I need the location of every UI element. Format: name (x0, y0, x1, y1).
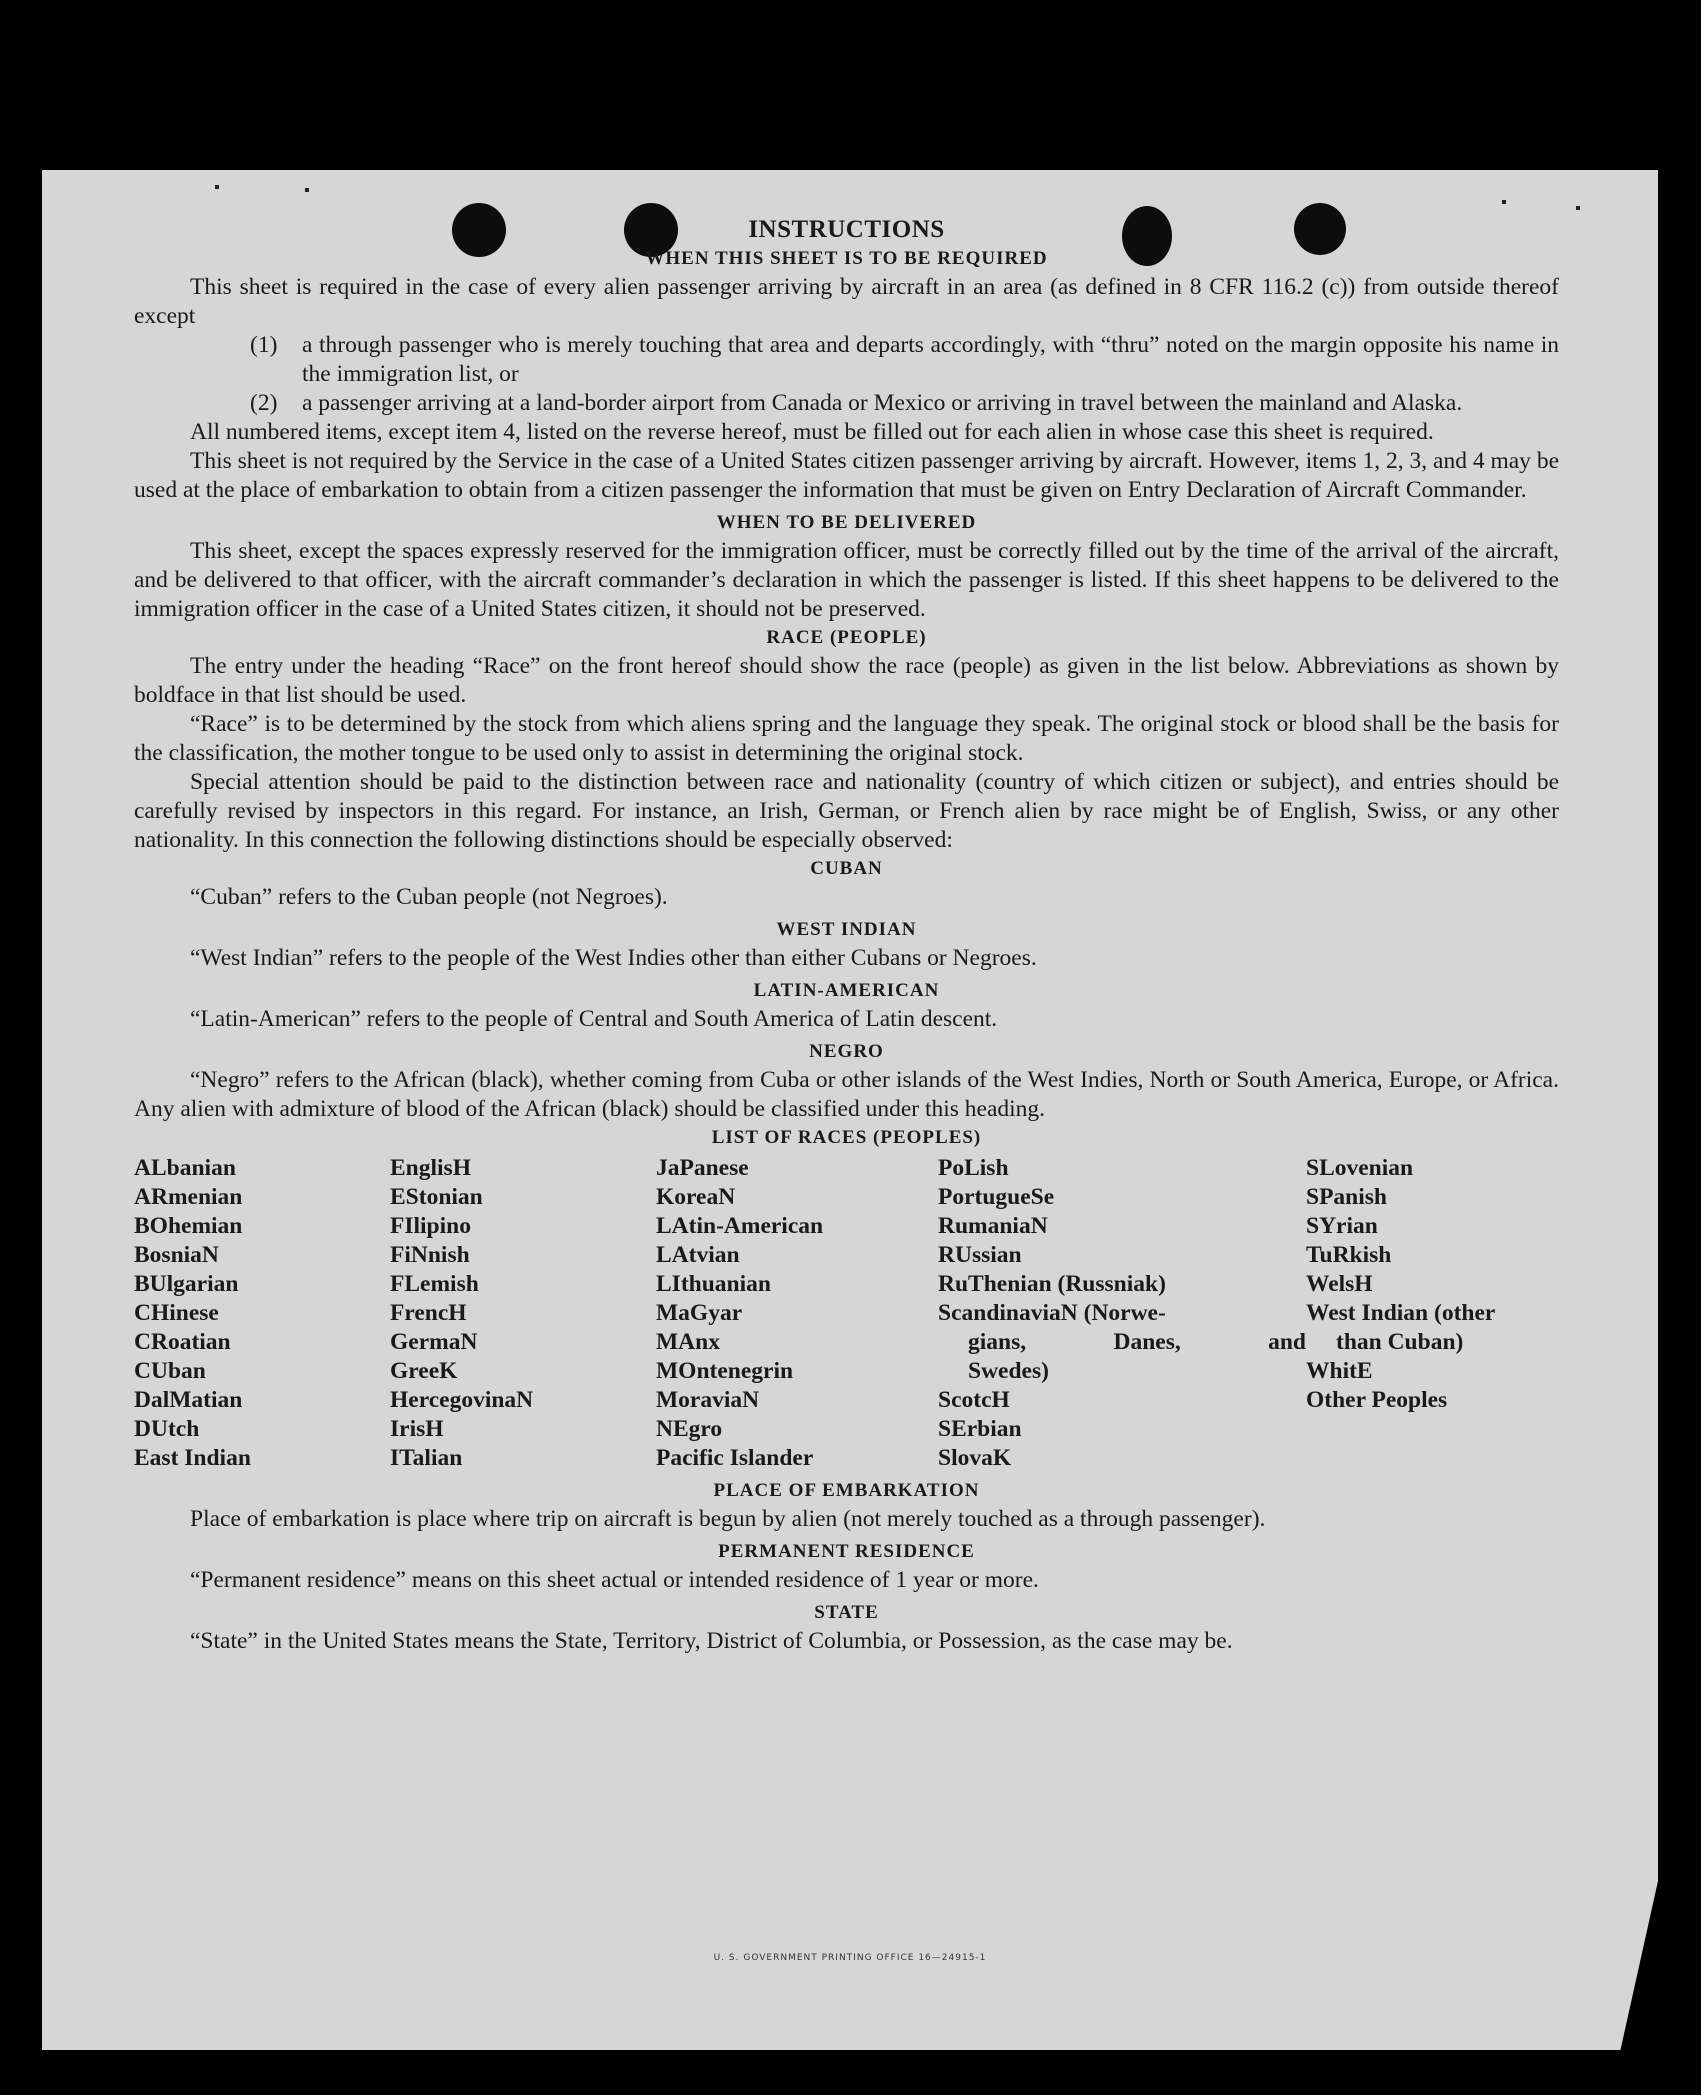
race-entry: Pacific Islander (656, 1445, 814, 1471)
list-item (250, 389, 1559, 418)
section-heading-when-required: WHEN THIS SHEET IS TO BE REQUIRED (645, 248, 1048, 269)
race-entry: SlovaK (938, 1445, 1012, 1471)
race-entry: CRoatian (134, 1329, 231, 1355)
race-entry: RumaniaN (938, 1213, 1048, 1239)
race-entry: MOntenegrin (656, 1358, 794, 1384)
paragraph: “State” in the United States means the State, Territory, District of Columbia, or Possession, as the case may be. (190, 1628, 1233, 1654)
race-entry: LAtin-American (656, 1213, 824, 1239)
race-entry: DalMatian (134, 1387, 243, 1413)
race-entry: KoreaN (656, 1184, 736, 1210)
paragraph: “West Indian” refers to the people of the West Indies other than either Cubans or Negroes. (190, 945, 1037, 971)
races-column-5 (1306, 1154, 1559, 1473)
race-entry: BUlgarian (134, 1271, 239, 1297)
race-entry: ITalian (390, 1445, 463, 1471)
race-entry: ScandinaviaN (Norwe- (938, 1300, 1166, 1326)
race-entry: LIthuanian (656, 1271, 771, 1297)
list-item (250, 331, 1559, 389)
race-entry: Other Peoples (1306, 1387, 1448, 1413)
speck (1502, 200, 1506, 204)
section-heading-latin-american: LATIN-AMERICAN (753, 980, 940, 1001)
race-entry: CHinese (134, 1300, 219, 1326)
race-entry-continued: gians, Danes, and (968, 1329, 1306, 1355)
paragraph: “Permanent residence” means on this sheet actual or intended residence of 1 year or more. (190, 1567, 1039, 1593)
paragraph: “Race” is to be determined by the stock from which aliens spring and the language they speak. The original stock or blood shall be the basis for the classification, the mother tongue to be used only to assist in determining the original stock. (134, 711, 1559, 766)
item-text: a through passenger who is merely touching that area and departs accordingly, with “thru” noted on the margin opposite his name in the immigration list, or (302, 332, 1559, 387)
paragraph: “Cuban” refers to the Cuban people (not Negroes). (190, 884, 668, 910)
paragraph: This sheet is not required by the Service in the case of a United States citizen passenger arriving by aircraft. However, items 1, 2, 3, and 4 may be used at the place of embarkation to obtain from a citizen passenger the information that must be given on Entry Declaration of Aircraft Commander. (134, 448, 1559, 503)
race-entry: ScotcH (938, 1387, 1010, 1413)
race-entry: GermaN (390, 1329, 478, 1355)
race-entry: EStonian (390, 1184, 483, 1210)
race-entry-continued: Swedes) (968, 1358, 1049, 1384)
paragraph: This sheet is required in the case of every alien passenger arriving by aircraft in an area (as defined in 8 CFR 116.2 (c)) from outside thereof except (134, 274, 1559, 329)
paragraph: This sheet, except the spaces expressly reserved for the immigration officer, must be correctly filled out by the time of the arrival of the aircraft, and be delivered to that officer, with the aircraft commander’s declaration in which the passenger is listed. If this sheet happens to be delivered to the immigration officer in the case of a United States citizen, it should not be preserved. (134, 538, 1559, 622)
race-entry: SPanish (1306, 1184, 1387, 1210)
race-entry: BosniaN (134, 1242, 219, 1268)
race-entry: TuRkish (1306, 1242, 1392, 1268)
paragraph: “Negro” refers to the African (black), whether coming from Cuba or other islands of the West Indies, North or South America, Europe, or Africa. Any alien with admixture of blood of the African (black) should be classified under this heading. (134, 1067, 1559, 1122)
race-entry: DUtch (134, 1416, 200, 1442)
speck (305, 188, 309, 192)
races-column-3 (656, 1154, 938, 1473)
race-entry: FrencH (390, 1300, 467, 1326)
race-entry: GreeK (390, 1358, 458, 1384)
race-entry: FiNnish (390, 1242, 470, 1268)
race-entry: CUban (134, 1358, 206, 1384)
race-entry: HercegovinaN (390, 1387, 534, 1413)
race-entry: MoraviaN (656, 1387, 760, 1413)
race-entry: BOhemian (134, 1213, 243, 1239)
item-text: a passenger arriving at a land-border airport from Canada or Mexico or arriving in travel between the mainland and Alaska. (302, 390, 1463, 416)
race-entry: SLovenian (1306, 1155, 1414, 1181)
race-entry: LAtvian (656, 1242, 740, 1268)
race-entry: RuThenian (Russniak) (938, 1271, 1166, 1297)
race-entry: SErbian (938, 1416, 1022, 1442)
race-entry: FLemish (390, 1271, 479, 1297)
race-entry: FIlipino (390, 1213, 471, 1239)
race-entry: JaPanese (656, 1155, 749, 1181)
item-number: (2) (250, 390, 278, 416)
race-entry-continued: than Cuban) (1336, 1329, 1464, 1355)
paragraph: Place of embarkation is place where trip on aircraft is begun by alien (not merely touched as a through passenger). (190, 1506, 1266, 1532)
printer-imprint: U. S. GOVERNMENT PRINTING OFFICE 16—24915-1 (713, 1953, 987, 1963)
section-heading-state: STATE (814, 1602, 879, 1623)
race-entry: WhitE (1306, 1358, 1373, 1384)
races-column-1 (134, 1154, 390, 1473)
race-entry: NEgro (656, 1416, 723, 1442)
race-entry: MAnx (656, 1329, 720, 1355)
section-heading-residence: PERMANENT RESIDENCE (718, 1541, 975, 1562)
section-heading-when-delivered: WHEN TO BE DELIVERED (716, 512, 977, 533)
section-heading-negro: NEGRO (809, 1041, 884, 1062)
section-heading-cuban: CUBAN (810, 858, 883, 879)
paragraph: Special attention should be paid to the distinction between race and nationality (country of which citizen or subject), and entries should be carefully revised by inspectors in this regard. For instance, an Irish, German, or French alien by race might be of English, Swiss, or any other nationality. In this connection the following distinctions should be especially observed: (134, 769, 1559, 853)
race-entry: EnglisH (390, 1155, 471, 1181)
race-entry: SYrian (1306, 1213, 1378, 1239)
instructions-body (134, 215, 1559, 1656)
race-entry: MaGyar (656, 1300, 743, 1326)
race-entry: PortugueSe (938, 1184, 1055, 1210)
race-entry: East Indian (134, 1445, 251, 1471)
section-heading-embarkation: PLACE OF EMBARKATION (713, 1480, 980, 1501)
race-entry: ARmenian (134, 1184, 243, 1210)
speck (1576, 206, 1580, 210)
races-list (134, 1154, 1559, 1473)
race-entry: West Indian (other (1306, 1300, 1496, 1326)
race-entry: PoLish (938, 1155, 1009, 1181)
section-heading-race: RACE (PEOPLE) (766, 627, 927, 648)
races-column-4 (938, 1154, 1306, 1473)
item-number: (1) (250, 332, 278, 358)
race-entry: WelsH (1306, 1271, 1373, 1297)
race-entry: IrisH (390, 1416, 444, 1442)
race-entry: ALbanian (134, 1155, 236, 1181)
section-heading-west-indian: WEST INDIAN (776, 919, 917, 940)
races-column-2 (390, 1154, 656, 1473)
document-sheet (42, 170, 1658, 2050)
section-heading-list-of-races: LIST OF RACES (PEOPLES) (711, 1127, 982, 1148)
page-title: INSTRUCTIONS (748, 216, 945, 243)
race-entry: RUssian (938, 1242, 1022, 1268)
paragraph: “Latin-American” refers to the people of Central and South America of Latin descent. (190, 1006, 998, 1032)
paragraph: The entry under the heading “Race” on the front hereof should show the race (people) as given in the list below. Abbreviations as shown by boldface in that list should be used. (134, 653, 1559, 708)
speck (215, 185, 219, 189)
paragraph: All numbered items, except item 4, listed on the reverse hereof, must be filled out for each alien in whose case this sheet is required. (190, 419, 1434, 445)
